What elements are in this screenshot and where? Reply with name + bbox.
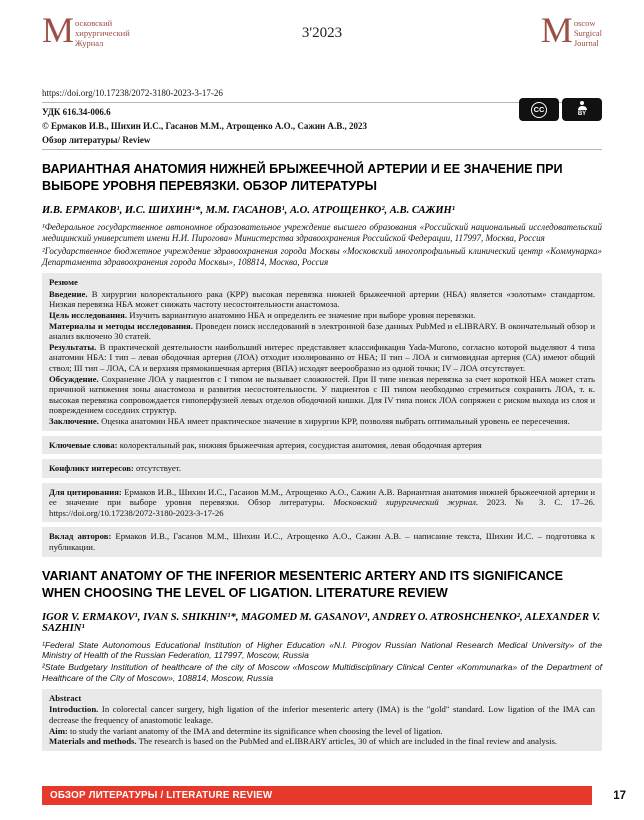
paragraph-text: Изучить вариантную анатомию НБА и определить ее значение при выборе уровня перевязки. [127,309,476,320]
resume-paragraph [49,416,595,427]
paragraph-text: to study the variant anatomy of the IMA and determine its significance when choosing the level of ligation. [67,725,443,736]
logo-en-line-3: Journal [573,38,599,48]
conflict-lead: Конфликт интересов: [49,463,134,474]
conflict-box [42,459,602,478]
citation-line [49,487,595,519]
abstract-box [42,689,602,751]
paragraph-lead: Результаты. [49,341,97,352]
by-badge [562,98,602,121]
copyright-line: © Ермаков И.В., Шихин И.С., Гасанов М.М., Атрощенко А.О., Сажин А.В., 2023 [42,121,367,131]
logo-ru-lines [75,14,130,48]
citation-journal: Московский хирургический журнал. [333,497,479,508]
section-banner: ОБЗОР ЛИТЕРАТУРЫ / LITERATURE REVIEW [42,786,592,805]
paragraph-lead: Материалы и методы исследования. [49,320,193,331]
resume-paragraph [49,289,595,310]
contribution-lead: Вклад авторов: [49,531,112,542]
resume-box [42,273,602,430]
article-type: Обзор литературы/ Review [42,135,151,145]
authors-ru: И.В. ЕРМАКОВ¹, И.С. ШИХИН¹*, М.М. ГАСАНОВ¹, А.О. АТРОЩЕНКО², А.В. САЖИН¹ [42,205,455,216]
abstract-paragraph [49,726,595,737]
logo-ru-line-1: осковский [75,18,113,28]
paragraph-text: The research is based on the PubMed and eLIBRARY articles, 30 of which are included in the final review and analysis. [136,736,558,747]
conflict-text: отсутствует. [133,463,181,474]
abstract-paragraph [49,704,595,725]
paragraph-lead: Введение. [49,288,88,299]
journal-logo-ru [42,10,130,50]
cc-icon: CC [531,102,547,118]
paragraph-lead: Обсуждение. [49,373,99,384]
paragraph-text: Проведен поиск исследований в электронной базе данных PubMed и eLIBRARY. В окончательный обзор и анализ включено 30 статей. [49,320,595,342]
paragraph-text: В практической деятельности наибольший интерес представляет классификация Yada-Murono, согласно которой выделяют 4 типа анатомии НБА: I тип – левая ободочная артерия (ЛОА) отходит изолированно от НБА; II тип – ЛОА и сигмовидная артерия (СА) имеют общий ствол; III тип – ЛОА, СА и верхняя прямокишечная артерия (ВПА) исходят веерообразно из одной точки; IV – ЛОА отсутствует. [49,341,595,373]
logo-en-dropcap: M [540,10,573,50]
contribution-text: Ермаков И.В., Гасанов М.М., Шихин И.С., Атрощенко А.О., Сажин А.В. – написание текста, Шихин И.С. – подготовка к публикации. [49,531,596,553]
paragraph-lead: Introduction. [49,704,99,715]
authors-en: IGOR V. ERMAKOV¹, IVAN S. SHIKHIN¹*, MAGOMED M. GASANOV¹, ANDREY O. ATROSHCHENKO², ALEXANDER V. SAZHIN¹ [42,611,601,634]
keywords-lead: Ключевые слова: [49,439,118,450]
abstract-paragraph [49,736,595,747]
by-label: BY [577,111,587,117]
logo-ru-dropcap: М [42,10,75,50]
citation-text: 2023. № 3. С. 17–26. https://doi.org/10.17238/2072-3180-2023-3-17-26 [49,497,595,518]
resume-paragraph [49,342,595,374]
logo-en-lines [574,14,602,48]
affiliations-en [42,640,602,684]
journal-header [42,10,602,76]
paragraph-text: В хирургии колоректального рака (КРР) высокая перевязка нижней брыжеечной артерии (НБА) является «золотым» стандартом. Низкая перевязка НБА может снижать частоту несостоятельности анастомоза. [49,288,595,310]
paragraph-text: Оценка анатомии НБА имеет практическое значение в хирургии КРР, позволяя выбрать оптимальный уровень ее пересечения. [98,415,570,426]
cc-by-license-badge[interactable] [519,98,602,121]
citation-text: Ермаков И.В., Шихин И.С., Гасанов М.М., Атрощенко А.О., Сажин А.В. Вариантная анатомия нижней брыжеечной артерии и ее значение при выборе уровня перевязки. Обзор литературы. [49,486,595,508]
journal-logo-en [540,10,602,50]
article-meta [42,86,602,150]
article-title-en: VARIANT ANATOMY OF THE INFERIOR MESENTERIC ARTERY AND ITS SIGNIFICANCE WHEN CHOOSING THE LEVEL OF LIGATION. LITERATURE REVIEW [42,568,564,600]
paragraph-lead: Materials and methods. [49,736,137,747]
affiliation-en-1: ¹Federal State Autonomous Educational Institution of Higher Education «N.I. Pirogov Russian National Research Medical University» of the Ministry of Health of the Russian Federation, 117997, Moscow, Russia [42,639,602,661]
page-footer [42,786,626,805]
divider [42,102,602,103]
resume-heading: Резюме [49,277,78,288]
paragraph-lead: Aim: [49,725,68,736]
keywords-box [42,436,602,455]
citation-box [42,483,602,523]
conflict-line [49,463,595,474]
resume-paragraph [49,374,595,416]
logo-en-line-1: oscow [573,18,596,28]
article-title-ru: ВАРИАНТНАЯ АНАТОМИЯ НИЖНЕЙ БРЫЖЕЕЧНОЙ АРТЕРИИ И ЕЕ ЗНАЧЕНИЕ ПРИ ВЫБОРЕ УРОВНЯ ПЕРЕВЯЗКИ. ОБЗОР ЛИТЕРАТУРЫ [42,162,563,193]
resume-paragraph [49,310,595,321]
citation-lead: Для цитирования: [49,486,122,497]
contribution-box [42,527,602,556]
logo-ru-line-3: Журнал [75,38,104,48]
affiliations-ru [42,222,602,268]
contribution-line [49,531,595,552]
paragraph-lead: Цель исследования. [49,309,128,320]
logo-en-line-2: Surgical [573,28,602,38]
affiliation-ru-2: ²Государственное бюджетное учреждение здравоохранения города Москвы «Московский многопрофильный клинический центр «Коммунарка» Департамента здравоохранения города Москвы», 108814, Москва, Россия [42,245,602,267]
paragraph-text: Сохранение ЛОА у пациентов с I типом не вызывает сложностей. При II типе низкая перевязка за счет короткой НБА может стать причиной натяжения зоны анастомоза и развития несостоятельности. У пациентов с III типом необходимо стремиться сохранить ЛОА, т. к. высокая перевязка сопровождается гипоперфузией левых отделов ободочной кишки. Для IV типа поиск ЛОА сопряжен с риском выхода из слоя и повреждением соседних структур. [49,373,595,416]
keywords-line [49,440,595,451]
paragraph-text: In colorectal cancer surgery, high ligation of the inferior mesenteric artery (IMA) is the "gold" standard. Low ligation of the IMA can decrease the frequency of anastomotic leakage. [49,704,595,726]
affiliation-en-2: ²State Budgetary Institution of healthcare of the city of Moscow «Moscow Multidisciplinary Clinical Center «Kommunarka» of the Department of Healthcare of the City of Moscow», 108814, Moscow, Russia [42,662,602,684]
resume-paragraph [49,321,595,342]
person-icon [578,101,587,110]
abstract-heading: Abstract [49,692,82,703]
divider [42,149,602,150]
udk-code: УДК 616.34-006.6 [42,107,111,117]
issue-number: 3'2023 [301,25,343,41]
paragraph-lead: Заключение. [49,415,99,426]
cc-badge [519,98,559,121]
logo-ru-line-2: хирургический [75,28,130,38]
page-number: 17 [613,789,626,802]
doi-link[interactable]: https://doi.org/10.17238/2072-3180-2023-3-17-26 [42,88,223,98]
keywords-text: колоректальный рак, нижняя брыжеечная артерия, сосудистая анатомия, левая ободочная артерия [117,439,482,450]
affiliation-ru-1: ¹Федеральное государственное автономное образовательное учреждение высшего образования «Российский национальный исследовательский медицинский университет имени Н.И. Пирогова» Министерства здравоохранения Российской Федерации, 117997, Москва, Россия [42,222,602,244]
